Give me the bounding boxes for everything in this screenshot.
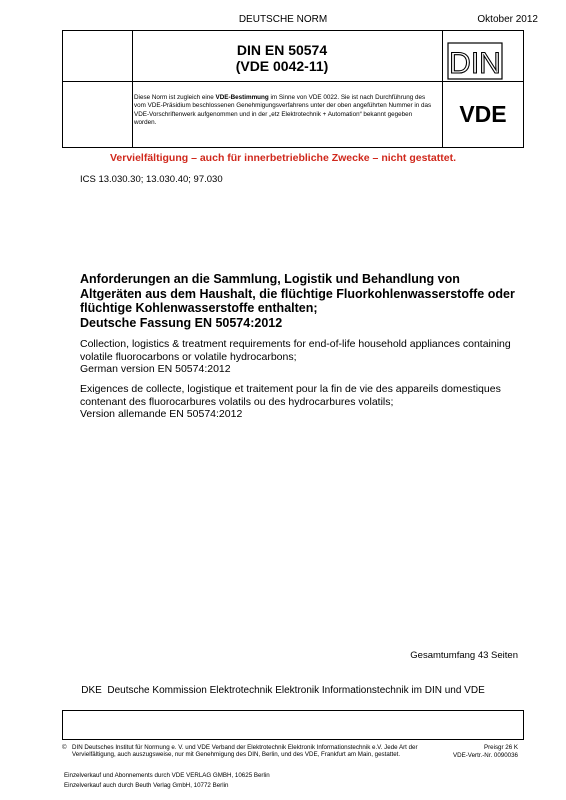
- copyright-text: DIN Deutsches Institut für Normung e. V. und VDE Verband der Elektrotechnik Elektronik Informationstechnik e.V. Jede Art der Vervielfältigung, auch auszugsweise, nur mit Genehmigung des DIN, Berlin, und des VDE, Frankfurt am Main, gestattet.: [72, 744, 418, 759]
- price-group: Preisgr 26 K: [483, 744, 518, 751]
- document-type: DEUTSCHE NORM: [238, 14, 328, 25]
- vde-logo: [448, 101, 518, 127]
- ics-codes: ICS 13.030.30; 13.030.40; 97.030: [80, 174, 223, 185]
- title-french: Exigences de collecte, logistique et traitement pour la fin de vie des appareils domestiques contenant des fluorocarbures volatils ou des hydrocarbures volatils; Version allemande EN 50574:2012: [80, 383, 501, 420]
- vde-bestimmung: VDE-Bestimmung: [215, 94, 269, 101]
- standard-number: DIN EN 50574: [236, 42, 328, 58]
- vde-logo-text: VDE: [459, 101, 507, 127]
- dke-line: DKE Deutsche Kommission Elektrotechnik Elektronik Informationstechnik im DIN und VDE: [81, 685, 485, 696]
- reproduction-notice: Vervielfältigung – auch für innerbetriebliche Zwecke – nicht gestattet.: [109, 152, 456, 164]
- din-logo: [446, 42, 504, 80]
- total-pages: Gesamtumfang 43 Seiten: [410, 650, 518, 661]
- empty-box: [62, 710, 524, 740]
- din-logo-text: DIN: [449, 47, 501, 80]
- standard-number-block: [132, 42, 432, 74]
- divider: [63, 81, 523, 82]
- publication-date: Oktober 2012: [477, 14, 538, 25]
- copyright-symbol: ©: [62, 744, 67, 751]
- vde-order-number: VDE-Vertr.-Nr. 0090036: [453, 752, 518, 759]
- sales-note-beuth: Einzelverkauf auch durch Beuth Verlag GmbH, 10772 Berlin: [64, 782, 229, 789]
- title-english: Collection, logistics & treatment requirements for end-of-life household appliances containing volatile fluorocarbons or volatile hydrocarbons; German version EN 50574:2012: [80, 338, 511, 375]
- divider: [442, 31, 443, 147]
- vde-classification: (VDE 0042-11): [235, 58, 329, 74]
- sales-note-vde: Einzelverkauf und Abonnements durch VDE VERLAG GMBH, 10625 Berlin: [64, 772, 270, 779]
- title-german: Anforderungen an die Sammlung, Logistik und Behandlung von Altgeräten aus dem Haushalt, die flüchtige Fluorkohlenwasserstoffe oder flüchtige Kohlenwasserstoffe enthalten; Deutsche Fassung EN 50574:2012: [80, 272, 515, 330]
- vde-note: Diese Norm ist zugleich eine VDE-Bestimmung im Sinne von VDE 0022. Sie ist nach Durchführung des vom VDE-Präsidium beschlossenen Genehmigungsverfahrens unter der oben angeführten Nummer in das VDE-Vorschriftenwerk aufgenommen und in der „etz Elektrotechnik + Automation“ bekannt gegeben worden.: [134, 94, 432, 126]
- price-block: [453, 744, 518, 760]
